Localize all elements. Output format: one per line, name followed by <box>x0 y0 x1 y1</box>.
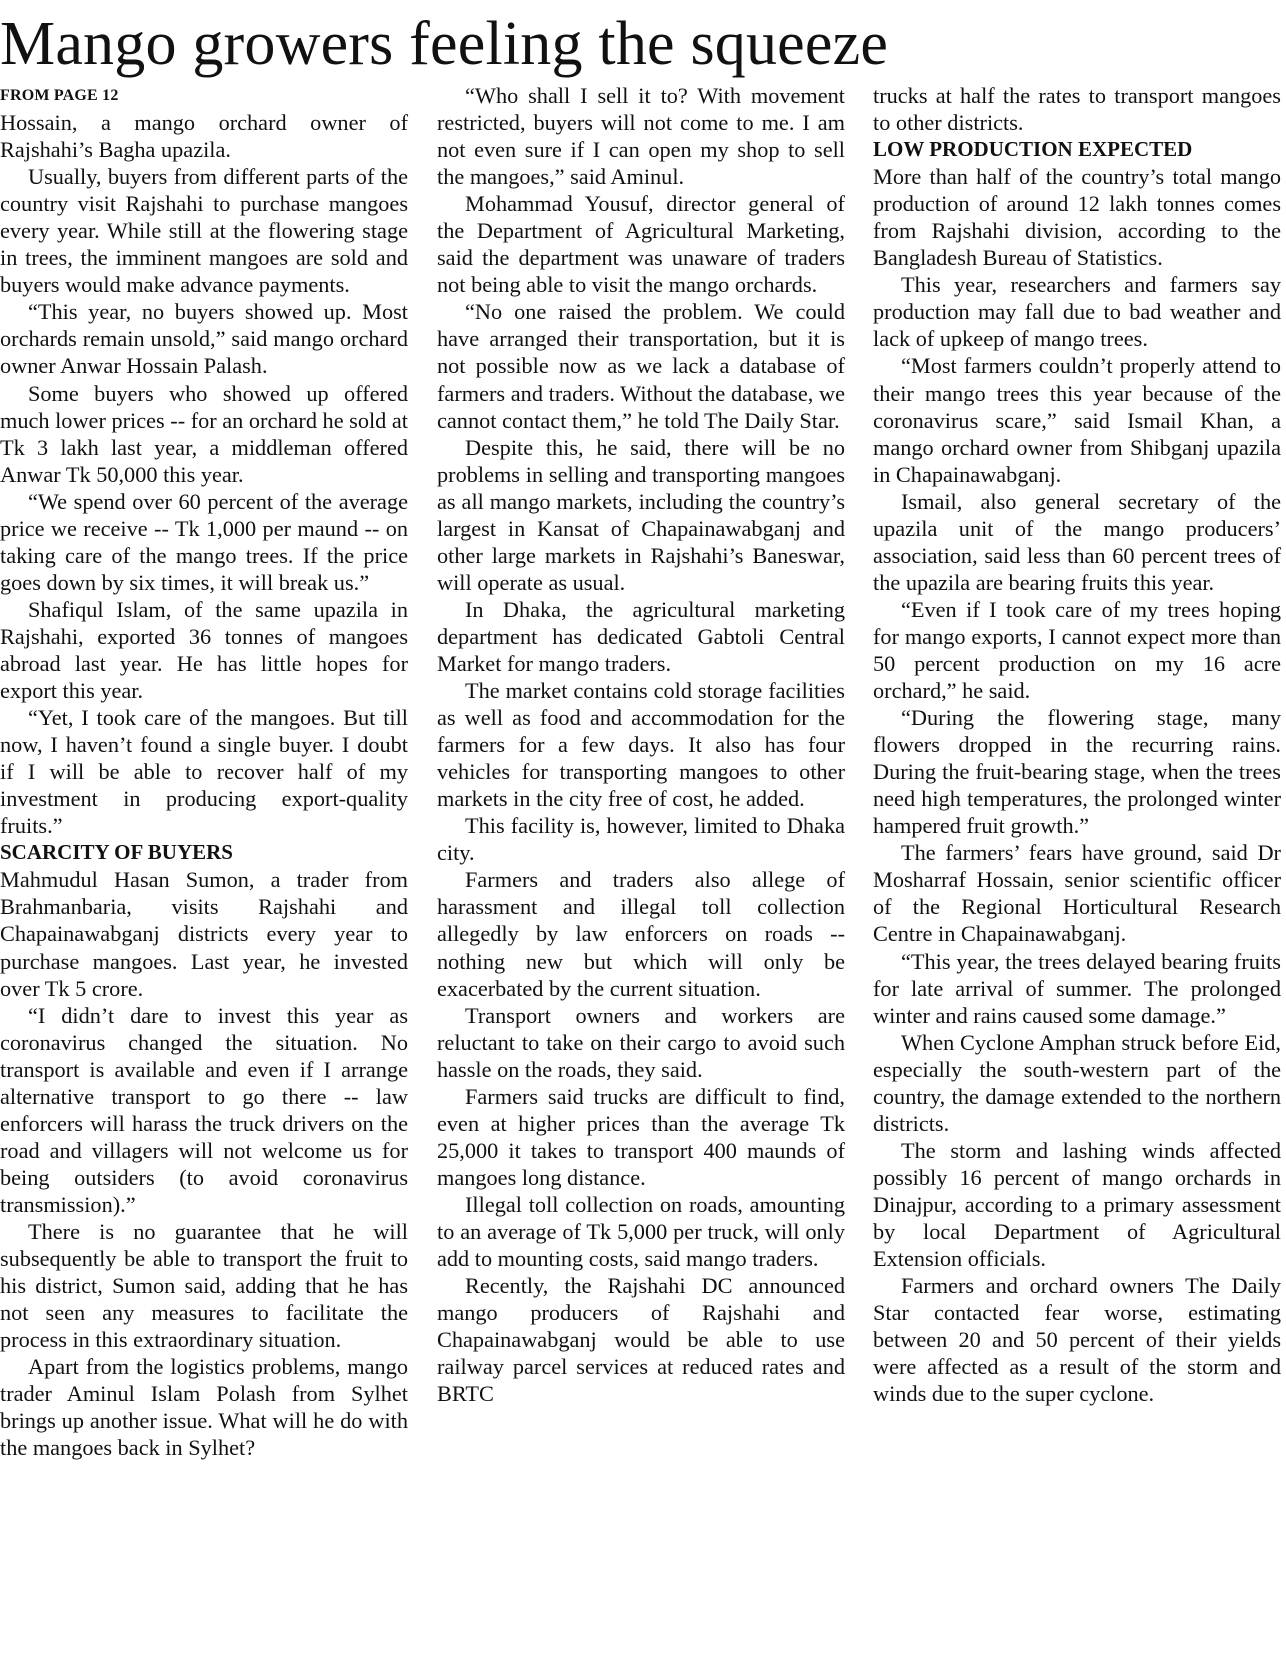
article-paragraph: Transport owners and workers are reluctant to take on their cargo to avoid such hassle on the roads, they said. <box>437 1002 845 1082</box>
article-paragraph: “This year, the trees delayed bearing fruits for late arrival of summer. The prolonged winter and rains caused some damage.” <box>873 948 1281 1028</box>
column-1-body <box>0 109 408 1461</box>
article-paragraph: More than half of the country’s total mango production of around 12 lakh tonnes comes from Rajshahi division, according to the Bangladesh Bureau of Statistics. <box>873 164 1281 271</box>
article-paragraph: Despite this, he said, there will be no problems in selling and transporting mangoes as all mango markets, including the country’s largest in Kansat of Chapainawabganj and other large markets in Rajshahi’s Baneswar, will operate as usual. <box>437 434 845 595</box>
article-column-3 <box>873 82 1281 1407</box>
article-paragraph: Ismail, also general secretary of the upazila unit of the mango producers’ association, said less than 60 percent trees of the upazila are bearing fruits this year. <box>873 488 1281 595</box>
article-paragraph: Hossain, a mango orchard owner of Rajshahi’s Bagha upazila. <box>0 110 408 163</box>
section-subhead: SCARCITY OF BUYERS <box>0 840 233 865</box>
article-paragraph: “Most farmers couldn’t properly attend to their mango trees this year because of the coronavirus scare,” said Ismail Khan, a mango orchard owner from Shibganj upazila in Chapainawabganj. <box>873 353 1281 487</box>
article-paragraph: trucks at half the rates to transport mangoes to other districts. <box>873 83 1281 136</box>
column-3-body <box>873 82 1281 1407</box>
article-paragraph: Some buyers who showed up offered much lower prices -- for an orchard he sold at Tk 3 lakh last year, a middleman offered Anwar Tk 50,000 this year. <box>0 380 408 487</box>
headline: Mango growers feeling the squeeze <box>0 10 889 78</box>
article-paragraph: The storm and lashing winds affected possibly 16 percent of mango orchards in Dinajpur, according to a primary assessment by local Department of Agricultural Extension officials. <box>873 1137 1281 1272</box>
article-paragraph: Apart from the logistics problems, mango trader Aminul Islam Polash from Sylhet brings up another issue. What will he do with the mangoes back in Sylhet? <box>0 1354 408 1461</box>
article-paragraph: Recently, the Rajshahi DC announced mango producers of Rajshahi and Chapainawabganj would be able to use railway parcel services at reduced rates and BRTC <box>437 1273 845 1407</box>
continued-from-label: FROM PAGE 12 <box>0 87 119 104</box>
article-paragraph: Usually, buyers from different parts of the country visit Rajshahi to purchase mangoes every year. While still at the flowering stage in trees, the imminent mangoes are sold and buyers would make advance payments. <box>0 164 408 298</box>
article-paragraph: Mahmudul Hasan Sumon, a trader from Brahmanbaria, visits Rajshahi and Chapainawabganj districts every year to purchase mangoes. Last year, he invested over Tk 5 crore. <box>0 867 408 1001</box>
article-paragraph: When Cyclone Amphan struck before Eid, especially the south-western part of the country, the damage extended to the northern districts. <box>873 1029 1281 1136</box>
article-paragraph: Illegal toll collection on roads, amounting to an average of Tk 5,000 per truck, will only add to mounting costs, said mango traders. <box>437 1191 845 1272</box>
article-paragraph: Farmers and orchard owners The Daily Star contacted fear worse, estimating between 20 and 50 percent of their yields were affected as a result of the storm and winds due to the super cyclone. <box>873 1273 1281 1407</box>
article-paragraph: In Dhaka, the agricultural marketing department has dedicated Gabtoli Central Market for mango traders. <box>437 596 845 676</box>
article-paragraph: This facility is, however, limited to Dhaka city. <box>437 813 845 866</box>
article-paragraph: “Yet, I took care of the mangoes. But till now, I haven’t found a single buyer. I doubt if I will be able to recover half of my investment in producing export-quality fruits.” <box>0 705 408 839</box>
column-2-body <box>437 82 845 1407</box>
article-paragraph: The market contains cold storage facilities as well as food and accommodation for the farmers for a few days. It also has four vehicles for transporting mangoes to other markets in the city free of cost, he added. <box>437 678 845 812</box>
article-paragraph: “We spend over 60 percent of the average price we receive -- Tk 1,000 per maund -- on taking care of the mango trees. If the price goes down by six times, it will break us.” <box>0 488 408 595</box>
article-paragraph: “I didn’t dare to invest this year as coronavirus changed the situation. No transport is available and even if I arrange alternative transport to go there -- law enforcers will harass the truck drivers on the road and villagers will not welcome us for being outsiders (to avoid coronavirus transmission).” <box>0 1002 408 1217</box>
article-paragraph: “No one raised the problem. We could have arranged their transportation, but it is not possible now as we lack a database of farmers and traders. Without the database, we cannot contact them,” he told The Daily Star. <box>437 299 845 433</box>
article-paragraph: “This year, no buyers showed up. Most orchards remain unsold,” said mango orchard owner Anwar Hossain Palash. <box>0 299 408 379</box>
article-paragraph: This year, researchers and farmers say production may fall due to bad weather and lack of upkeep of mango trees. <box>873 272 1281 352</box>
article-paragraph: Farmers said trucks are difficult to find, even at higher prices than the average Tk 25,000 it takes to transport 400 maunds of mangoes long distance. <box>437 1083 845 1190</box>
article-column-1 <box>0 82 408 1461</box>
article-paragraph: The farmers’ fears have ground, said Dr Mosharraf Hossain, senior scientific officer of the Regional Horticultural Research Centre in Chapainawabganj. <box>873 840 1281 947</box>
section-subhead: LOW PRODUCTION EXPECTED <box>873 137 1193 162</box>
article-column-2 <box>437 82 845 1407</box>
article-paragraph: “Even if I took care of my trees hoping for mango exports, I cannot expect more than 50 percent production on my 16 acre orchard,” he said. <box>873 596 1281 704</box>
article-paragraph: There is no guarantee that he will subsequently be able to transport the fruit to his district, Sumon said, adding that he has not seen any measures to facilitate the process in this extraordinary situation. <box>0 1218 408 1353</box>
article-paragraph: Shafiqul Islam, of the same upazila in Rajshahi, exported 36 tonnes of mangoes abroad last year. He has little hopes for export this year. <box>0 596 408 704</box>
article-paragraph: Mohammad Yousuf, director general of the Department of Agricultural Marketing, said the department was unaware of traders not being able to visit the mango orchards. <box>437 191 845 298</box>
article-paragraph: “During the flowering stage, many flowers dropped in the recurring rains. During the fruit-bearing stage, when the trees need high temperatures, the prolonged winter hampered fruit growth.” <box>873 705 1281 839</box>
article-paragraph: “Who shall I sell it to? With movement restricted, buyers will not come to me. I am not even sure if I can open my shop to sell the mangoes,” said Aminul. <box>437 83 845 190</box>
article-paragraph: Farmers and traders also allege of harassment and illegal toll collection allegedly by law enforcers on roads -- nothing new but which will only be exacerbated by the current situation. <box>437 867 845 1001</box>
